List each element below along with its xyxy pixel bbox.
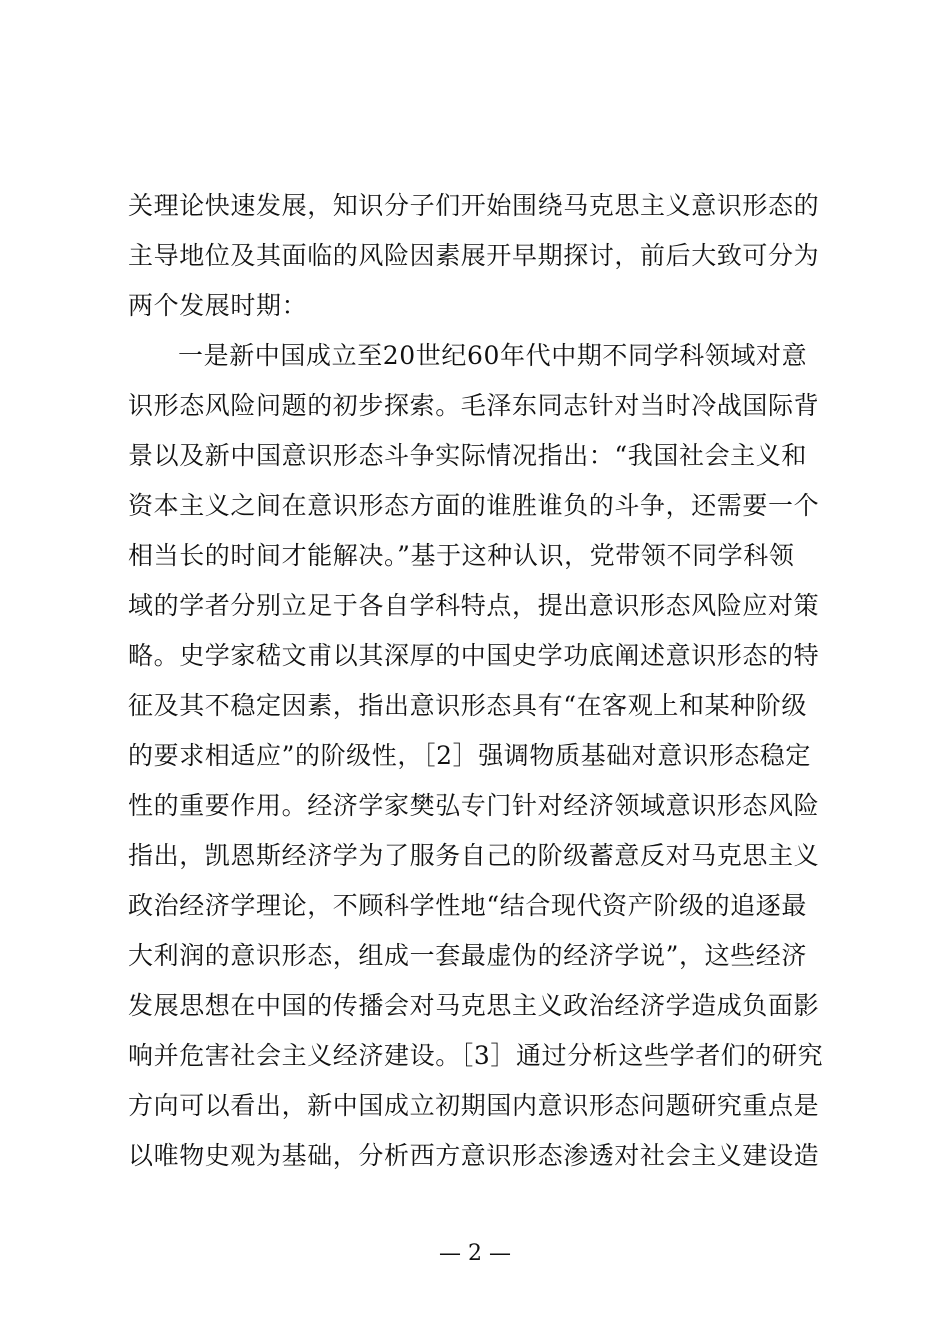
text-line: 以唯物史观为基础，分析西方意识形态渗透对社会主义建设造 bbox=[128, 1141, 820, 1170]
text-line: 关理论快速发展，知识分子们开始围绕马克思主义意识形态的 bbox=[128, 191, 820, 220]
text-line: 发展思想在中国的传播会对马克思主义政治经济学造成负面影 bbox=[128, 991, 820, 1020]
text-line: 景以及新中国意识形态斗争实际情况指出：“我国社会主义和 bbox=[128, 441, 807, 470]
text-line: 的要求相适应”的阶级性，［2］强调物质基础对意识形态稳定 bbox=[128, 741, 811, 770]
text-line: 域的学者分别立足于各自学科特点，提出意识形态风险应对策 bbox=[128, 591, 820, 620]
text-line: 两个发展时期： bbox=[128, 291, 308, 320]
text-line: 指出，凯恩斯经济学为了服务自己的阶级蓄意反对马克思主义 bbox=[128, 841, 820, 870]
text-line: 性的重要作用。经济学家樊弘专门针对经济领域意识形态风险 bbox=[128, 791, 820, 820]
text-line: 政治经济学理论，不顾科学性地“结合现代资产阶级的追逐最 bbox=[128, 891, 807, 920]
text-line: 主导地位及其面临的风险因素展开早期探讨，前后大致可分为 bbox=[128, 241, 820, 270]
text-line: 资本主义之间在意识形态方面的谁胜谁负的斗争，还需要一个 bbox=[128, 491, 820, 520]
text-line: 征及其不稳定因素，指出意识形态具有“在客观上和某种阶级 bbox=[128, 691, 807, 720]
text-line: 方向可以看出，新中国成立初期国内意识形态问题研究重点是 bbox=[128, 1091, 820, 1120]
text-line: 识形态风险问题的初步探索。毛泽东同志针对当时冷战国际背 bbox=[128, 391, 820, 420]
text-line: 略。史学家嵇文甫以其深厚的中国史学功底阐述意识形态的特 bbox=[128, 641, 820, 670]
text-line: 大利润的意识形态，组成一套最虚伪的经济学说”，这些经济 bbox=[128, 941, 807, 970]
paragraph-first-line: 一是新中国成立至20世纪60年代中期不同学科领域对意 bbox=[178, 341, 808, 370]
page-number: — 2 — bbox=[439, 1241, 511, 1266]
text-line: 响并危害社会主义经济建设。［3］通过分析这些学者们的研究 bbox=[128, 1041, 824, 1070]
text-line: 相当长的时间才能解决。”基于这种认识，党带领不同学科领 bbox=[128, 541, 795, 570]
